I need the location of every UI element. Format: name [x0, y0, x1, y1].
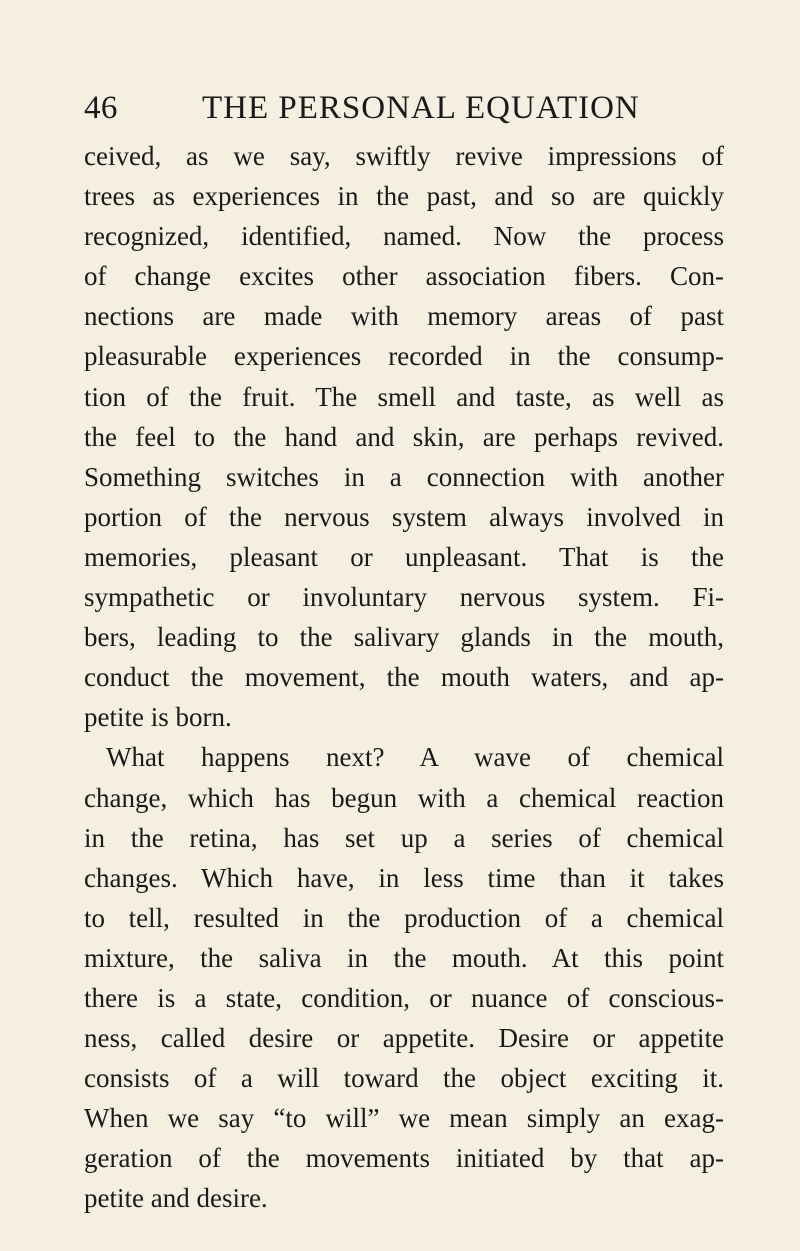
text-line: When we say “to will” we mean simply an exag- — [84, 1103, 724, 1134]
text-line: trees as experiences in the past, and so are quickly — [84, 181, 724, 212]
text-line: ceived, as we say, swiftly revive impressions of — [84, 141, 724, 171]
text-line: pleasurable experiences recorded in the consump- — [84, 341, 724, 372]
text-line: ness, called desire or appetite. Desire or appetite — [84, 1023, 724, 1054]
text-line: mixture, the saliva in the mouth. At this point — [84, 942, 724, 973]
body-text — [84, 136, 724, 1219]
text-line: nections are made with memory areas of past — [84, 301, 724, 332]
text-line: Something switches in a connection with another — [84, 461, 724, 492]
text-line: change, which has begun with a chemical reaction — [84, 782, 724, 813]
text-line: petite is born. — [84, 702, 232, 733]
text-line: to tell, resulted in the production of a chemical — [84, 902, 724, 933]
text-line: the feel to the hand and skin, are perhaps revived. — [84, 421, 724, 452]
running-title: THE PERSONAL EQUATION — [202, 90, 640, 126]
text-line: memories, pleasant or unpleasant. That is the — [84, 541, 724, 572]
text-line: bers, leading to the salivary glands in the mouth, — [84, 622, 724, 653]
running-head — [84, 83, 724, 133]
text-line: of change excites other association fibers. Con- — [84, 261, 724, 292]
text-line: sympathetic or involuntary nervous system. Fi- — [84, 582, 724, 613]
text-line: geration of the movements initiated by that ap- — [84, 1143, 724, 1174]
text-line: conduct the movement, the mouth waters, and ap- — [84, 662, 724, 693]
text-line: there is a state, condition, or nuance of conscious- — [84, 982, 724, 1013]
text-line: tion of the fruit. The smell and taste, as well as — [84, 381, 724, 412]
text-line: portion of the nervous system always involved in — [84, 501, 724, 532]
text-line: recognized, identified, named. Now the process — [84, 221, 724, 252]
text-line: in the retina, has set up a series of chemical — [84, 822, 724, 853]
text-line: petite and desire. — [84, 1183, 268, 1214]
page-number: 46 — [84, 90, 118, 126]
text-line: changes. Which have, in less time than it takes — [84, 862, 724, 893]
text-line: consists of a will toward the object exciting it. — [84, 1063, 724, 1094]
text-line: What happens next? A wave of chemical — [106, 742, 724, 773]
